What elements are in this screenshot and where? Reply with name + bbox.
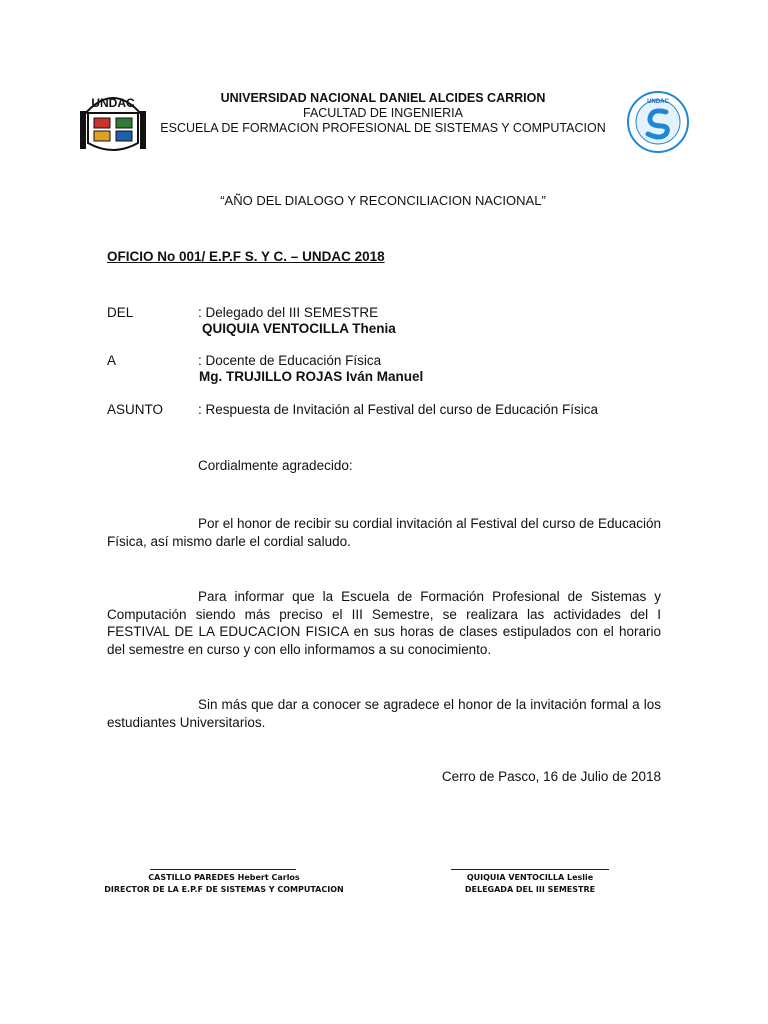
a-label: A: [107, 353, 117, 368]
greeting: Cordialmente agradecido:: [198, 458, 353, 473]
left-logo-text: UNDAC: [91, 96, 135, 110]
paragraph-2-text: Para informar que la Escuela de Formación Profesional de Sistemas y Computación siendo más preciso el III Semestre, se realizara las actividades del I FESTIVAL DE LA EDUCACION FISICA en sus horas de clases estipulados con el horario del semestre en curso y con ello informamos a su conocimiento.: [107, 589, 661, 657]
paragraph-3: [107, 696, 661, 731]
asunto-value: : Respuesta de Invitación al Festival del curso de Educación Física: [198, 402, 598, 417]
university-name: UNIVERSIDAD NACIONAL DANIEL ALCIDES CARRION: [220, 91, 546, 105]
school-name: ESCUELA DE FORMACION PROFESIONAL DE SISTEMAS Y COMPUTACION: [160, 121, 606, 135]
right-signer-name: QUIQUIA VENTOCILLA Leslie: [466, 873, 594, 882]
oficio-number: OFICIO No 001/ E.P.F S. Y C. – UNDAC 2018: [107, 249, 385, 264]
left-signer-role: DIRECTOR DE LA E.P.F DE SISTEMAS Y COMPUTACION: [104, 885, 344, 894]
del-label: DEL: [107, 305, 134, 320]
place-date: Cerro de Pasco, 16 de Julio de 2018: [441, 769, 661, 784]
right-logo-text: UNDAC: [647, 99, 669, 105]
del-value: : Delegado del III SEMESTRE: [198, 305, 379, 320]
school-seal-logo: [626, 90, 690, 154]
faculty-name: FACULTAD DE INGENIERIA: [303, 106, 463, 120]
del-name: QUIQUIA VENTOCILLA Thenia: [202, 321, 396, 336]
asunto-label: ASUNTO: [107, 402, 164, 417]
year-motto: “AÑO DEL DIALOGO Y RECONCILIACION NACIONAL”: [220, 193, 546, 208]
right-signer-role: DELEGADA DEL III SEMESTRE: [464, 885, 596, 894]
a-value: : Docente de Educación Física: [198, 353, 382, 368]
a-name: Mg. TRUJILLO ROJAS Iván Manuel: [199, 369, 424, 384]
right-signature-line: [451, 869, 609, 870]
left-signature-line: [150, 869, 296, 870]
left-signer-name: CASTILLO PAREDES Hebert Carlos: [148, 873, 300, 882]
paragraph-3-text: Sin más que dar a conocer se agradece el honor de la invitación formal a los estudiantes Universitarios.: [107, 697, 661, 730]
paragraph-1-text: Por el honor de recibir su cordial invitación al Festival del curso de Educación Física, así mismo darle el cordial saludo.: [107, 516, 661, 549]
paragraph-1: [107, 515, 661, 550]
paragraph-2: [107, 588, 661, 658]
